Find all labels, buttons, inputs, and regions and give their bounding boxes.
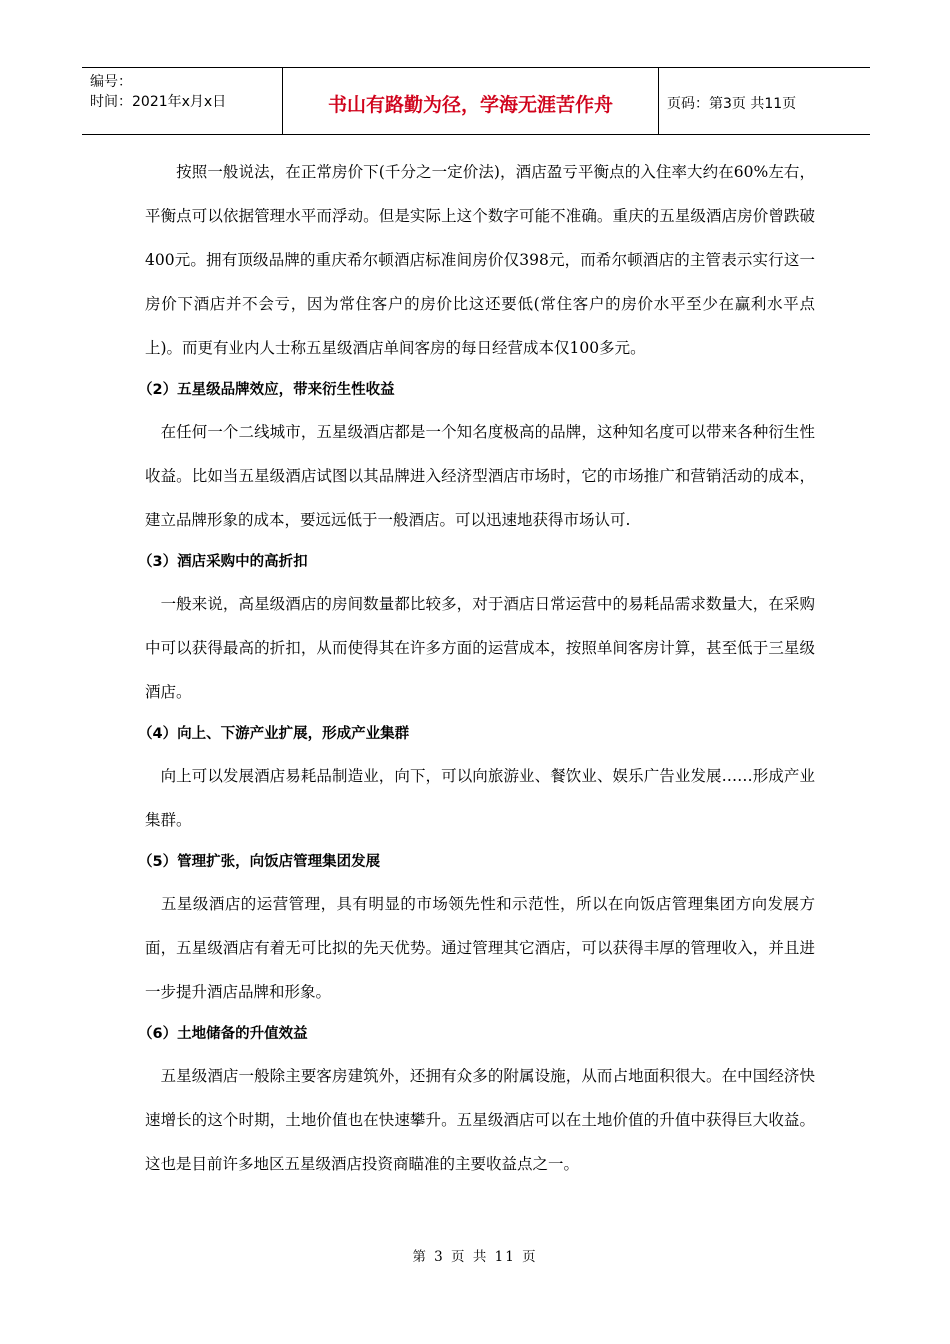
document-body — [138, 150, 815, 1186]
header-meta — [82, 68, 283, 134]
paragraph-land-appreciation: 五星级酒店一般除主要客房建筑外，还拥有众多的附属设施，从而占地面积很大。在中国经济快速增长的这个时期，土地价值也在快速攀升。五星级酒店可以在土地价值的升值中获得巨大收益。这也是目前许多地区五星级酒店投资商瞄准的主要收益点之一。 — [145, 1067, 815, 1173]
page-footer: 第 3 页 共 11 页 — [412, 1249, 538, 1265]
paragraph-procurement-discount: 一般来说，高星级酒店的房间数量都比较多，对于酒店日常运营中的易耗品需求数量大，在采购中可以获得最高的折扣，从而使得其在许多方面的运营成本，按照单间客房计算，甚至低于三星级酒店。 — [145, 595, 815, 701]
header-motto: 书山有路勤为径，学海无涯苦作舟 — [283, 68, 659, 134]
paragraph-brand-effect: 在任何一个二线城市，五星级酒店都是一个知名度极高的品牌，这种知名度可以带来各种衍生性收益。比如当五星级酒店试图以其品牌进入经济型酒店市场时，它的市场推广和营销活动的成本，建立品牌形象的成本，要远远低于一般酒店。可以迅速地获得市场认可. — [145, 423, 815, 529]
document-time-label: 时间：2021年x月x日 — [90, 94, 227, 110]
paragraph-industry-cluster: 向上可以发展酒店易耗品制造业，向下，可以向旅游业、餐饮业、娱乐广告业发展……形成产业集群。 — [145, 767, 815, 829]
header-page-number: 页码：第3页 共11页 — [667, 96, 797, 112]
section-heading-land-appreciation: （6）土地储备的升值效益 — [138, 1026, 308, 1042]
document-number-label: 编号： — [90, 74, 132, 90]
paragraph-management-expansion: 五星级酒店的运营管理，具有明显的市场领先性和示范性，所以在向饭店管理集团方向发展方面，五星级酒店有着无可比拟的先天优势。通过管理其它酒店，可以获得丰厚的管理收入，并且进一步提升酒店品牌和形象。 — [145, 895, 815, 1001]
section-heading-management-expansion: （5）管理扩张，向饭店管理集团发展 — [138, 854, 381, 870]
section-heading-brand-effect: （2）五星级品牌效应，带来衍生性收益 — [138, 382, 395, 398]
section-heading-industry-cluster: （4）向上、下游产业扩展，形成产业集群 — [138, 726, 410, 742]
section-heading-procurement-discount: （3）酒店采购中的高折扣 — [138, 554, 308, 570]
paragraph-break-even: 按照一般说法，在正常房价下(千分之一定价法)，酒店盈亏平衡点的入住率大约在60%左右，平衡点可以依据管理水平而浮动。但是实际上这个数字可能不准确。重庆的五星级酒店房价曾跌破400元。拥有顶级品牌的重庆希尔顿酒店标准间房价仅398元，而希尔顿酒店的主管表示实行这一房价下酒店并不会亏，因为常住客户的房价比这还要低(常住客户的房价水平至少在赢利水平点上)。而更有业内人士称五星级酒店单间客房的每日经营成本仅100多元。 — [145, 163, 815, 357]
page-header — [82, 67, 870, 135]
